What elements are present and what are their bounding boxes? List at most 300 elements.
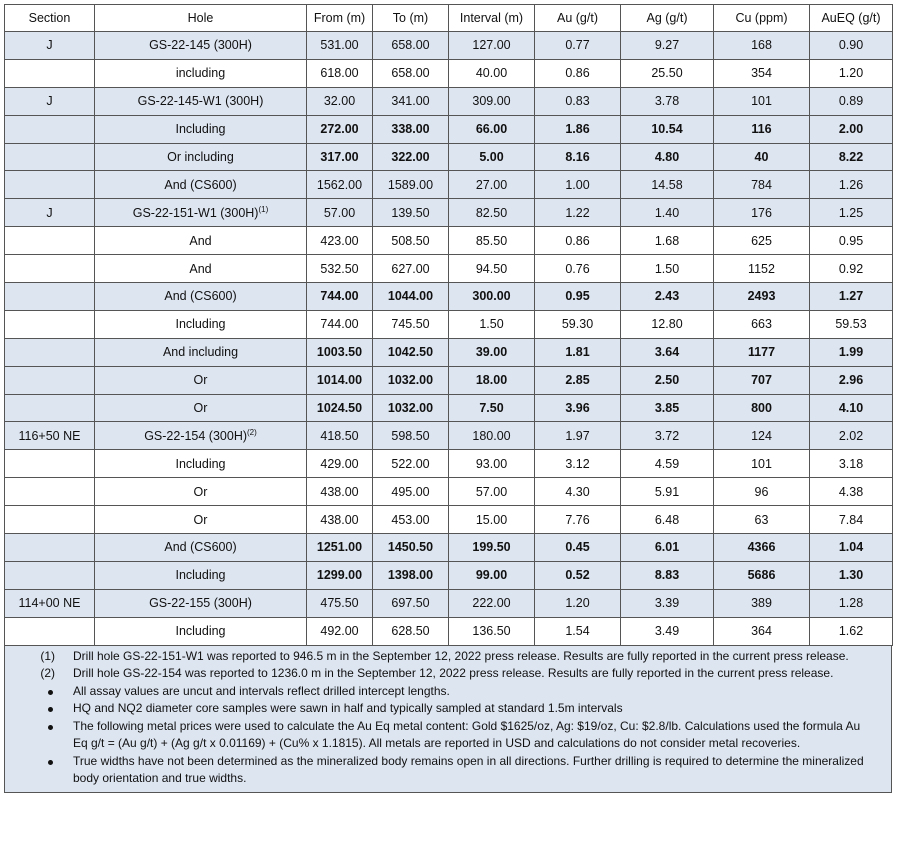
cell-text: 0.83 xyxy=(565,94,590,109)
cell-from xyxy=(307,115,373,143)
cell-au xyxy=(535,255,621,283)
cell-section xyxy=(5,59,95,87)
cell-from xyxy=(307,534,373,562)
cell-text: 8.16 xyxy=(565,150,590,164)
cell-text: 0.95 xyxy=(565,289,590,304)
cell-text: 508.50 xyxy=(391,233,430,248)
cell-text: 1.27 xyxy=(838,289,864,304)
cell-text: 0.86 xyxy=(565,66,590,81)
cell-text: Including xyxy=(175,568,226,583)
cell-au xyxy=(535,506,621,534)
cell-text: 3.85 xyxy=(654,401,680,416)
cell-hole xyxy=(95,255,307,283)
cell-text: 429.00 xyxy=(320,456,359,471)
cell-from xyxy=(307,617,373,645)
cell-cu xyxy=(714,338,810,366)
cell-ag xyxy=(621,310,714,338)
cell-aueq xyxy=(810,561,893,589)
cell-to xyxy=(373,561,449,589)
cell-text: GS-22-154 (300H) xyxy=(144,428,248,443)
cell-to xyxy=(373,171,449,199)
cell-text: 354 xyxy=(751,66,772,81)
cell-ag xyxy=(621,450,714,478)
cell-text: 66.00 xyxy=(475,122,508,137)
cell-text: 1044.00 xyxy=(387,289,434,304)
table-row xyxy=(5,394,893,422)
cell-interval xyxy=(449,450,535,478)
table-row xyxy=(5,589,893,617)
cell-text: 1251.00 xyxy=(316,540,363,555)
cell-to xyxy=(373,617,449,645)
cell-interval xyxy=(449,143,535,171)
cell-text: 1042.50 xyxy=(387,345,434,360)
table-row xyxy=(5,450,893,478)
cell-to xyxy=(373,478,449,506)
cell-aueq xyxy=(810,478,893,506)
cell-text: 127.00 xyxy=(472,38,511,53)
cell-text: 1.81 xyxy=(565,345,590,360)
cell-text: And including xyxy=(162,345,239,360)
cell-interval xyxy=(449,115,535,143)
cell-text: 176 xyxy=(751,205,772,220)
cell-interval xyxy=(449,171,535,199)
cell-to xyxy=(373,310,449,338)
cell-aueq xyxy=(810,199,893,227)
cell-text: 1299.00 xyxy=(316,568,363,583)
cell-interval xyxy=(449,227,535,255)
cell-text: Or xyxy=(193,512,208,527)
bullet-dot-icon xyxy=(48,707,53,712)
cell-cu xyxy=(714,283,810,311)
cell-text: 272.00 xyxy=(320,122,359,137)
cell-from xyxy=(307,227,373,255)
bullet-icon xyxy=(5,700,73,718)
cell-ag xyxy=(621,617,714,645)
cell-to xyxy=(373,115,449,143)
table-row xyxy=(5,338,893,366)
footnote-item xyxy=(5,648,891,666)
cell-text: 0.45 xyxy=(565,540,590,555)
cell-au xyxy=(535,338,621,366)
cell-text: 745.50 xyxy=(391,317,430,332)
cell-cu xyxy=(714,366,810,394)
cell-ag xyxy=(621,171,714,199)
cell-aueq xyxy=(810,394,893,422)
cell-ag xyxy=(621,394,714,422)
cell-section xyxy=(5,561,95,589)
cell-text: 59.30 xyxy=(561,317,594,332)
cell-text: 0.52 xyxy=(565,568,590,583)
cell-text: 27.00 xyxy=(475,177,508,192)
cell-interval xyxy=(449,87,535,115)
cell-aueq xyxy=(810,283,893,311)
cell-text: 1.26 xyxy=(838,177,864,192)
cell-from xyxy=(307,338,373,366)
cell-text: 1.99 xyxy=(838,345,864,360)
cell-au xyxy=(535,394,621,422)
cell-to xyxy=(373,394,449,422)
header-to: To (m) xyxy=(373,5,449,32)
cell-text: 10.54 xyxy=(651,122,683,137)
cell-text: 6.48 xyxy=(654,512,680,527)
cell-au xyxy=(535,199,621,227)
bullet-dot-icon xyxy=(48,690,53,695)
cell-cu xyxy=(714,394,810,422)
cell-text: 3.18 xyxy=(838,456,864,471)
cell-text: Or xyxy=(193,373,208,388)
cell-text: 744.00 xyxy=(320,289,359,304)
cell-text: 40 xyxy=(754,150,769,164)
cell-text: 1014.00 xyxy=(316,373,363,388)
cell-text: 697.50 xyxy=(391,596,430,611)
cell-text: 14.58 xyxy=(651,177,683,192)
cell-aueq xyxy=(810,255,893,283)
table-row xyxy=(5,59,893,87)
cell-text: 2.96 xyxy=(838,373,864,388)
cell-cu xyxy=(714,87,810,115)
table-header-row xyxy=(5,5,893,32)
cell-ag xyxy=(621,227,714,255)
cell-au xyxy=(535,478,621,506)
cell-text: 57.00 xyxy=(475,484,508,499)
cell-text: 338.00 xyxy=(391,122,430,137)
cell-ag xyxy=(621,199,714,227)
cell-text: 1177 xyxy=(747,345,776,360)
cell-text: 4.30 xyxy=(565,484,590,499)
cell-text: 2.02 xyxy=(838,428,864,443)
cell-text: 5686 xyxy=(747,568,776,583)
cell-text: 101 xyxy=(751,456,772,471)
cell-text: Including xyxy=(175,122,226,137)
cell-hole xyxy=(95,478,307,506)
cell-aueq xyxy=(810,450,893,478)
cell-ag xyxy=(621,338,714,366)
header-aueq: AuEQ (g/t) xyxy=(810,5,893,32)
table-row xyxy=(5,310,893,338)
cell-text: 532.50 xyxy=(320,261,359,276)
table-row xyxy=(5,366,893,394)
cell-aueq xyxy=(810,589,893,617)
footnote-text: Drill hole GS-22-154 was reported to 1236.0 m in the September 12, 2022 press release. Results are fully reported in the current press release. xyxy=(73,666,834,681)
cell-to xyxy=(373,283,449,311)
cell-text: Including xyxy=(175,317,226,332)
cell-hole xyxy=(95,422,307,450)
cell-text: 199.50 xyxy=(472,540,511,555)
cell-to xyxy=(373,255,449,283)
cell-to xyxy=(373,227,449,255)
cell-ag xyxy=(621,561,714,589)
cell-section xyxy=(5,32,95,60)
cell-text: 4.59 xyxy=(654,456,680,471)
bullet-icon xyxy=(5,683,73,701)
footnotes xyxy=(4,646,892,793)
table-row xyxy=(5,115,893,143)
table-row xyxy=(5,283,893,311)
header-ag: Ag (g/t) xyxy=(621,5,714,32)
cell-to xyxy=(373,506,449,534)
cell-text: 475.50 xyxy=(320,596,359,611)
cell-text: 18.00 xyxy=(475,373,508,388)
cell-text: 418.50 xyxy=(320,428,359,443)
cell-text: 4366 xyxy=(747,540,776,555)
cell-text: 82.50 xyxy=(475,205,508,220)
cell-text: 136.50 xyxy=(472,624,511,639)
cell-text: 1.04 xyxy=(838,540,864,555)
cell-section xyxy=(5,338,95,366)
cell-interval xyxy=(449,59,535,87)
cell-text: 317.00 xyxy=(320,150,359,164)
cell-text: 1.25 xyxy=(838,205,864,220)
cell-text: 1.22 xyxy=(565,205,590,220)
cell-section xyxy=(5,87,95,115)
cell-cu xyxy=(714,32,810,60)
cell-au xyxy=(535,171,621,199)
cell-text: Or xyxy=(193,484,208,499)
cell-aueq xyxy=(810,32,893,60)
cell-aueq xyxy=(810,227,893,255)
cell-au xyxy=(535,422,621,450)
footnote-item xyxy=(5,665,891,683)
footnote-item xyxy=(5,718,891,753)
bullet-dot-icon xyxy=(48,760,53,765)
cell-from xyxy=(307,561,373,589)
footnote-text: Drill hole GS-22-151-W1 was reported to 946.5 m in the September 12, 2022 press release. Results are fully reported in the current press release. xyxy=(73,648,849,663)
cell-cu xyxy=(714,255,810,283)
cell-aueq xyxy=(810,310,893,338)
cell-au xyxy=(535,227,621,255)
cell-text: Or xyxy=(193,401,208,416)
cell-interval xyxy=(449,422,535,450)
cell-text: 663 xyxy=(751,317,772,332)
cell-from xyxy=(307,59,373,87)
cell-ag xyxy=(621,283,714,311)
cell-ag xyxy=(621,366,714,394)
assay-results-document xyxy=(4,4,892,793)
cell-to xyxy=(373,450,449,478)
cell-ag xyxy=(621,589,714,617)
cell-from xyxy=(307,283,373,311)
cell-cu xyxy=(714,171,810,199)
cell-ag xyxy=(621,534,714,562)
cell-text: 0.86 xyxy=(565,233,590,248)
cell-text: 1032.00 xyxy=(387,373,434,388)
cell-hole xyxy=(95,171,307,199)
cell-hole xyxy=(95,199,307,227)
cell-text: GS-22-151-W1 (300H) xyxy=(132,205,259,220)
table-row xyxy=(5,171,893,199)
cell-text: 1.28 xyxy=(838,596,864,611)
cell-au xyxy=(535,617,621,645)
cell-text: 0.89 xyxy=(838,94,864,109)
bullet-icon xyxy=(5,753,73,771)
cell-from xyxy=(307,422,373,450)
cell-ag xyxy=(621,32,714,60)
cell-au xyxy=(535,115,621,143)
cell-section xyxy=(5,450,95,478)
cell-text: 2493 xyxy=(747,289,776,304)
cell-text: 57.00 xyxy=(323,205,356,220)
cell-text: And xyxy=(189,261,212,276)
cell-text: 1450.50 xyxy=(387,540,434,555)
cell-cu xyxy=(714,534,810,562)
footnote-text: The following metal prices were used to calculate the Au Eq metal content: Gold $1625/oz, Ag: $19/oz, Cu: $2.8/lb. Calculations used the formula Au Eq g/t = (Au g/t) + (Ag g/t x 0.01169) + (Cu% x 1.1815). All metals are reported in USD and calculations do not consider metal recoveries. xyxy=(73,718,861,751)
cell-text: 1.68 xyxy=(654,233,680,248)
cell-text: 0.90 xyxy=(838,38,864,53)
cell-text: 2.85 xyxy=(565,373,590,388)
cell-section xyxy=(5,422,95,450)
cell-text: 1.00 xyxy=(565,177,590,192)
table-row xyxy=(5,534,893,562)
cell-text: 744.00 xyxy=(320,317,359,332)
table-row xyxy=(5,199,893,227)
cell-text: 8.22 xyxy=(838,150,864,164)
cell-text: 784 xyxy=(751,177,772,192)
cell-text: 99.00 xyxy=(475,568,508,583)
footnote-reference: (1) xyxy=(258,204,269,214)
cell-text: 124 xyxy=(751,428,772,443)
cell-au xyxy=(535,59,621,87)
cell-hole xyxy=(95,59,307,87)
cell-to xyxy=(373,589,449,617)
cell-hole xyxy=(95,617,307,645)
cell-aueq xyxy=(810,59,893,87)
header-hole: Hole xyxy=(95,5,307,32)
cell-au xyxy=(535,32,621,60)
cell-text: And (CS600) xyxy=(164,540,237,555)
cell-text: 3.72 xyxy=(654,428,680,443)
cell-text: GS-22-145 (300H) xyxy=(149,38,252,53)
cell-au xyxy=(535,561,621,589)
cell-text: 9.27 xyxy=(654,38,680,53)
footnote-text: True widths have not been determined as the mineralized body remains open in all directions. Further drilling is required to determine the mineralized body orientation and true widths. xyxy=(73,753,864,786)
cell-text: 2.50 xyxy=(654,373,680,388)
cell-aueq xyxy=(810,617,893,645)
cell-text: 618.00 xyxy=(320,66,359,81)
cell-text: 1562.00 xyxy=(316,177,363,192)
cell-text: 3.96 xyxy=(565,401,590,416)
cell-text: 800 xyxy=(751,401,772,416)
cell-text: Including xyxy=(175,456,226,471)
cell-text: 40.00 xyxy=(475,66,508,81)
cell-cu xyxy=(714,422,810,450)
cell-text: 492.00 xyxy=(320,624,359,639)
cell-text: 7.50 xyxy=(479,401,504,416)
assay-results-table xyxy=(4,4,893,646)
header-from: From (m) xyxy=(307,5,373,32)
cell-section xyxy=(5,310,95,338)
cell-from xyxy=(307,366,373,394)
cell-text: 322.00 xyxy=(391,150,430,164)
cell-text: 4.10 xyxy=(838,401,864,416)
cell-text: 59.53 xyxy=(835,317,867,332)
cell-from xyxy=(307,171,373,199)
cell-text: 309.00 xyxy=(472,94,511,109)
cell-text: 7.84 xyxy=(838,512,864,527)
cell-text: 3.49 xyxy=(654,624,680,639)
table-row xyxy=(5,87,893,115)
cell-hole xyxy=(95,506,307,534)
cell-text: 1024.50 xyxy=(316,401,363,416)
cell-text: 2.00 xyxy=(838,122,864,137)
cell-from xyxy=(307,478,373,506)
cell-text: 15.00 xyxy=(475,512,508,527)
cell-text: 96 xyxy=(754,484,769,499)
cell-to xyxy=(373,87,449,115)
cell-section xyxy=(5,199,95,227)
cell-ag xyxy=(621,506,714,534)
cell-cu xyxy=(714,143,810,171)
cell-text: 114+00 NE xyxy=(18,596,81,611)
table-row xyxy=(5,422,893,450)
cell-text: 658.00 xyxy=(391,66,430,81)
cell-au xyxy=(535,310,621,338)
cell-text: 1.97 xyxy=(565,428,590,443)
cell-au xyxy=(535,283,621,311)
cell-to xyxy=(373,59,449,87)
cell-interval xyxy=(449,283,535,311)
cell-text: 3.78 xyxy=(654,94,680,109)
header-au: Au (g/t) xyxy=(535,5,621,32)
cell-from xyxy=(307,506,373,534)
cell-from xyxy=(307,310,373,338)
table-body xyxy=(5,32,893,646)
cell-text: 1.20 xyxy=(565,596,590,611)
cell-cu xyxy=(714,115,810,143)
cell-to xyxy=(373,534,449,562)
cell-text: 438.00 xyxy=(320,512,359,527)
cell-aueq xyxy=(810,506,893,534)
cell-text: 707 xyxy=(751,373,772,388)
cell-text: 8.83 xyxy=(654,568,680,583)
cell-aueq xyxy=(810,87,893,115)
cell-section xyxy=(5,283,95,311)
cell-text: And (CS600) xyxy=(164,177,237,192)
cell-text: 0.76 xyxy=(565,261,590,276)
cell-text: 628.50 xyxy=(391,624,430,639)
cell-text: 423.00 xyxy=(320,233,359,248)
cell-aueq xyxy=(810,534,893,562)
cell-section xyxy=(5,394,95,422)
cell-section xyxy=(5,227,95,255)
footnote-item xyxy=(5,700,891,718)
cell-text: 94.50 xyxy=(475,261,508,276)
cell-text: 364 xyxy=(751,624,772,639)
cell-text: 1.30 xyxy=(838,568,864,583)
cell-text: J xyxy=(46,205,53,220)
cell-text: 3.12 xyxy=(565,456,590,471)
cell-section xyxy=(5,534,95,562)
cell-text: 25.50 xyxy=(651,66,683,81)
cell-hole xyxy=(95,338,307,366)
cell-text: 63 xyxy=(754,512,769,527)
cell-ag xyxy=(621,143,714,171)
cell-text: 2.43 xyxy=(654,289,680,304)
cell-text: 1.62 xyxy=(838,624,864,639)
cell-text: 93.00 xyxy=(475,456,508,471)
bullet-icon xyxy=(5,718,73,736)
table-row xyxy=(5,32,893,60)
cell-text: 627.00 xyxy=(391,261,430,276)
table-row xyxy=(5,227,893,255)
footnote-item xyxy=(5,683,891,701)
cell-hole xyxy=(95,589,307,617)
cell-hole xyxy=(95,283,307,311)
cell-aueq xyxy=(810,115,893,143)
cell-cu xyxy=(714,506,810,534)
cell-section xyxy=(5,143,95,171)
cell-text: 1.86 xyxy=(565,122,590,137)
cell-ag xyxy=(621,255,714,283)
